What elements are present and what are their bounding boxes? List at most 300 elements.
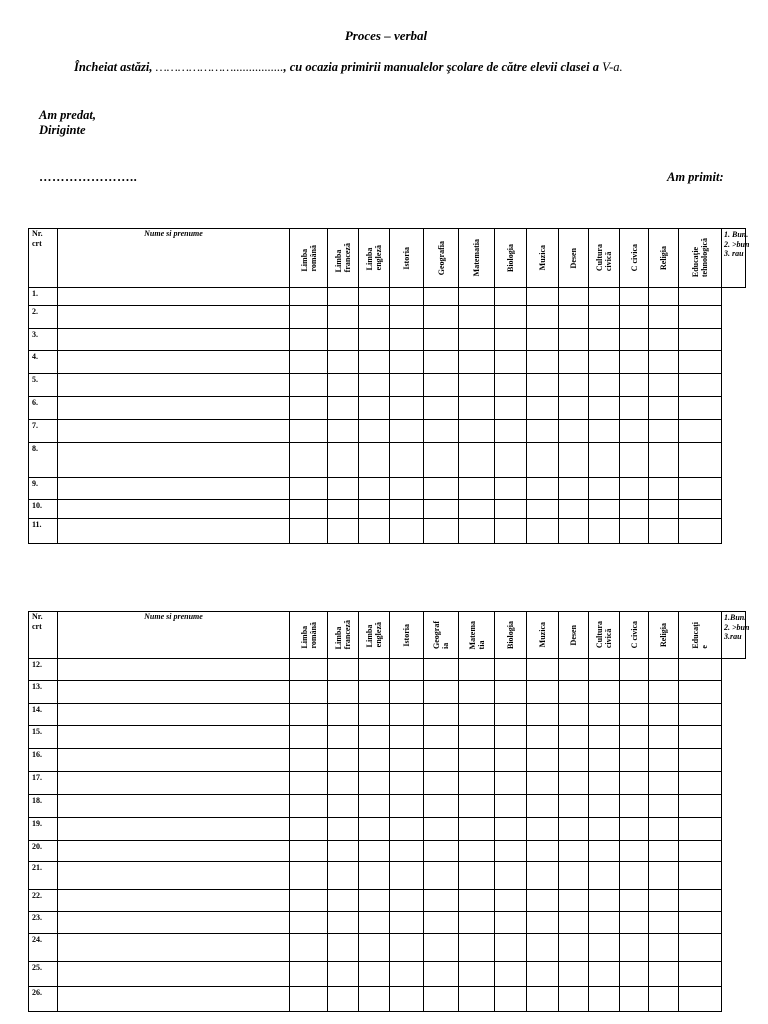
subject-cell[interactable] — [459, 934, 495, 962]
subject-cell[interactable] — [328, 934, 359, 962]
subject-cell[interactable] — [390, 795, 424, 818]
subject-cell[interactable] — [424, 962, 459, 987]
student-name-cell[interactable] — [58, 329, 290, 351]
subject-cell[interactable] — [649, 681, 679, 704]
student-name-cell[interactable] — [58, 818, 290, 841]
subject-cell[interactable] — [424, 841, 459, 862]
subject-cell[interactable] — [527, 704, 559, 726]
subject-cell[interactable] — [649, 818, 679, 841]
subject-cell[interactable] — [620, 443, 649, 478]
subject-cell[interactable] — [328, 397, 359, 420]
subject-cell[interactable] — [328, 374, 359, 397]
subject-cell[interactable] — [589, 726, 620, 749]
student-name-cell[interactable] — [58, 288, 290, 306]
subject-cell[interactable] — [459, 681, 495, 704]
subject-cell[interactable] — [359, 329, 390, 351]
subject-cell[interactable] — [459, 329, 495, 351]
subject-cell[interactable] — [620, 659, 649, 681]
subject-cell[interactable] — [527, 519, 559, 544]
subject-cell[interactable] — [328, 726, 359, 749]
subject-cell[interactable] — [589, 329, 620, 351]
subject-cell[interactable] — [328, 987, 359, 1012]
rating-cell[interactable] — [679, 749, 722, 772]
subject-cell[interactable] — [495, 890, 527, 912]
subject-cell[interactable] — [459, 987, 495, 1012]
subject-cell[interactable] — [495, 987, 527, 1012]
subject-cell[interactable] — [424, 987, 459, 1012]
subject-cell[interactable] — [495, 749, 527, 772]
subject-cell[interactable] — [559, 306, 589, 329]
subject-cell[interactable] — [290, 934, 328, 962]
subject-cell[interactable] — [649, 704, 679, 726]
subject-cell[interactable] — [290, 306, 328, 329]
rating-cell[interactable] — [679, 962, 722, 987]
subject-cell[interactable] — [559, 704, 589, 726]
subject-cell[interactable] — [527, 397, 559, 420]
subject-cell[interactable] — [589, 659, 620, 681]
subject-cell[interactable] — [559, 841, 589, 862]
subject-cell[interactable] — [495, 478, 527, 500]
subject-cell[interactable] — [620, 420, 649, 443]
subject-cell[interactable] — [328, 351, 359, 374]
subject-cell[interactable] — [459, 818, 495, 841]
subject-cell[interactable] — [559, 749, 589, 772]
rating-cell[interactable] — [679, 500, 722, 519]
subject-cell[interactable] — [589, 890, 620, 912]
rating-cell[interactable] — [679, 795, 722, 818]
subject-cell[interactable] — [359, 306, 390, 329]
subject-cell[interactable] — [359, 912, 390, 934]
student-name-cell[interactable] — [58, 962, 290, 987]
subject-cell[interactable] — [290, 288, 328, 306]
subject-cell[interactable] — [459, 862, 495, 890]
student-name-cell[interactable] — [58, 519, 290, 544]
subject-cell[interactable] — [495, 659, 527, 681]
subject-cell[interactable] — [649, 890, 679, 912]
subject-cell[interactable] — [495, 420, 527, 443]
subject-cell[interactable] — [328, 681, 359, 704]
subject-cell[interactable] — [459, 795, 495, 818]
subject-cell[interactable] — [424, 443, 459, 478]
subject-cell[interactable] — [589, 374, 620, 397]
subject-cell[interactable] — [620, 726, 649, 749]
subject-cell[interactable] — [589, 795, 620, 818]
subject-cell[interactable] — [620, 329, 649, 351]
subject-cell[interactable] — [390, 704, 424, 726]
subject-cell[interactable] — [390, 962, 424, 987]
rating-cell[interactable] — [679, 818, 722, 841]
subject-cell[interactable] — [424, 726, 459, 749]
subject-cell[interactable] — [620, 890, 649, 912]
subject-cell[interactable] — [559, 987, 589, 1012]
subject-cell[interactable] — [620, 478, 649, 500]
subject-cell[interactable] — [495, 912, 527, 934]
subject-cell[interactable] — [290, 841, 328, 862]
subject-cell[interactable] — [620, 934, 649, 962]
subject-cell[interactable] — [290, 519, 328, 544]
subject-cell[interactable] — [290, 659, 328, 681]
subject-cell[interactable] — [328, 704, 359, 726]
subject-cell[interactable] — [589, 987, 620, 1012]
subject-cell[interactable] — [559, 962, 589, 987]
subject-cell[interactable] — [390, 288, 424, 306]
subject-cell[interactable] — [424, 795, 459, 818]
subject-cell[interactable] — [359, 443, 390, 478]
subject-cell[interactable] — [424, 659, 459, 681]
subject-cell[interactable] — [589, 420, 620, 443]
subject-cell[interactable] — [527, 962, 559, 987]
subject-cell[interactable] — [359, 478, 390, 500]
subject-cell[interactable] — [649, 912, 679, 934]
subject-cell[interactable] — [620, 519, 649, 544]
subject-cell[interactable] — [328, 890, 359, 912]
subject-cell[interactable] — [495, 772, 527, 795]
student-name-cell[interactable] — [58, 795, 290, 818]
student-name-cell[interactable] — [58, 500, 290, 519]
subject-cell[interactable] — [559, 681, 589, 704]
subject-cell[interactable] — [359, 818, 390, 841]
subject-cell[interactable] — [620, 351, 649, 374]
subject-cell[interactable] — [328, 818, 359, 841]
student-name-cell[interactable] — [58, 478, 290, 500]
subject-cell[interactable] — [559, 818, 589, 841]
rating-cell[interactable] — [679, 397, 722, 420]
subject-cell[interactable] — [424, 500, 459, 519]
subject-cell[interactable] — [649, 420, 679, 443]
student-name-cell[interactable] — [58, 443, 290, 478]
subject-cell[interactable] — [390, 420, 424, 443]
student-name-cell[interactable] — [58, 704, 290, 726]
subject-cell[interactable] — [390, 329, 424, 351]
subject-cell[interactable] — [620, 795, 649, 818]
subject-cell[interactable] — [527, 443, 559, 478]
student-name-cell[interactable] — [58, 987, 290, 1012]
subject-cell[interactable] — [527, 987, 559, 1012]
subject-cell[interactable] — [649, 772, 679, 795]
subject-cell[interactable] — [459, 841, 495, 862]
subject-cell[interactable] — [495, 795, 527, 818]
rating-cell[interactable] — [679, 351, 722, 374]
subject-cell[interactable] — [459, 478, 495, 500]
subject-cell[interactable] — [328, 962, 359, 987]
subject-cell[interactable] — [390, 500, 424, 519]
subject-cell[interactable] — [527, 818, 559, 841]
subject-cell[interactable] — [589, 862, 620, 890]
rating-cell[interactable] — [679, 987, 722, 1012]
subject-cell[interactable] — [589, 288, 620, 306]
subject-cell[interactable] — [359, 681, 390, 704]
subject-cell[interactable] — [649, 288, 679, 306]
subject-cell[interactable] — [290, 912, 328, 934]
subject-cell[interactable] — [290, 500, 328, 519]
subject-cell[interactable] — [527, 749, 559, 772]
subject-cell[interactable] — [495, 962, 527, 987]
subject-cell[interactable] — [495, 397, 527, 420]
subject-cell[interactable] — [359, 519, 390, 544]
subject-cell[interactable] — [290, 749, 328, 772]
subject-cell[interactable] — [559, 351, 589, 374]
subject-cell[interactable] — [495, 726, 527, 749]
subject-cell[interactable] — [390, 374, 424, 397]
rating-cell[interactable] — [679, 420, 722, 443]
subject-cell[interactable] — [495, 443, 527, 478]
subject-cell[interactable] — [620, 962, 649, 987]
subject-cell[interactable] — [620, 306, 649, 329]
subject-cell[interactable] — [290, 890, 328, 912]
subject-cell[interactable] — [589, 443, 620, 478]
subject-cell[interactable] — [589, 351, 620, 374]
subject-cell[interactable] — [589, 306, 620, 329]
subject-cell[interactable] — [290, 704, 328, 726]
rating-cell[interactable] — [679, 726, 722, 749]
subject-cell[interactable] — [649, 397, 679, 420]
subject-cell[interactable] — [495, 934, 527, 962]
subject-cell[interactable] — [559, 329, 589, 351]
subject-cell[interactable] — [495, 818, 527, 841]
subject-cell[interactable] — [559, 397, 589, 420]
subject-cell[interactable] — [559, 772, 589, 795]
subject-cell[interactable] — [620, 912, 649, 934]
student-name-cell[interactable] — [58, 351, 290, 374]
subject-cell[interactable] — [359, 962, 390, 987]
subject-cell[interactable] — [390, 306, 424, 329]
subject-cell[interactable] — [559, 443, 589, 478]
subject-cell[interactable] — [527, 288, 559, 306]
subject-cell[interactable] — [559, 934, 589, 962]
subject-cell[interactable] — [424, 912, 459, 934]
subject-cell[interactable] — [649, 519, 679, 544]
subject-cell[interactable] — [328, 306, 359, 329]
student-name-cell[interactable] — [58, 912, 290, 934]
subject-cell[interactable] — [328, 749, 359, 772]
rating-cell[interactable] — [679, 862, 722, 890]
subject-cell[interactable] — [589, 478, 620, 500]
subject-cell[interactable] — [589, 772, 620, 795]
subject-cell[interactable] — [424, 478, 459, 500]
subject-cell[interactable] — [359, 934, 390, 962]
subject-cell[interactable] — [559, 862, 589, 890]
subject-cell[interactable] — [390, 519, 424, 544]
rating-cell[interactable] — [679, 478, 722, 500]
subject-cell[interactable] — [359, 795, 390, 818]
rating-cell[interactable] — [679, 704, 722, 726]
rating-cell[interactable] — [679, 841, 722, 862]
subject-cell[interactable] — [495, 841, 527, 862]
rating-cell[interactable] — [679, 374, 722, 397]
subject-cell[interactable] — [390, 841, 424, 862]
subject-cell[interactable] — [390, 818, 424, 841]
subject-cell[interactable] — [328, 795, 359, 818]
student-name-cell[interactable] — [58, 374, 290, 397]
subject-cell[interactable] — [559, 795, 589, 818]
subject-cell[interactable] — [620, 704, 649, 726]
subject-cell[interactable] — [620, 862, 649, 890]
subject-cell[interactable] — [424, 772, 459, 795]
subject-cell[interactable] — [527, 681, 559, 704]
subject-cell[interactable] — [649, 478, 679, 500]
subject-cell[interactable] — [390, 934, 424, 962]
subject-cell[interactable] — [328, 862, 359, 890]
subject-cell[interactable] — [649, 306, 679, 329]
subject-cell[interactable] — [459, 912, 495, 934]
student-name-cell[interactable] — [58, 726, 290, 749]
subject-cell[interactable] — [359, 726, 390, 749]
subject-cell[interactable] — [527, 500, 559, 519]
subject-cell[interactable] — [424, 890, 459, 912]
subject-cell[interactable] — [459, 772, 495, 795]
subject-cell[interactable] — [649, 351, 679, 374]
subject-cell[interactable] — [589, 818, 620, 841]
subject-cell[interactable] — [390, 351, 424, 374]
subject-cell[interactable] — [390, 397, 424, 420]
subject-cell[interactable] — [328, 772, 359, 795]
subject-cell[interactable] — [359, 288, 390, 306]
subject-cell[interactable] — [359, 841, 390, 862]
rating-cell[interactable] — [679, 772, 722, 795]
subject-cell[interactable] — [424, 397, 459, 420]
rating-cell[interactable] — [679, 329, 722, 351]
subject-cell[interactable] — [527, 420, 559, 443]
subject-cell[interactable] — [290, 818, 328, 841]
subject-cell[interactable] — [424, 704, 459, 726]
subject-cell[interactable] — [559, 890, 589, 912]
subject-cell[interactable] — [390, 987, 424, 1012]
student-name-cell[interactable] — [58, 397, 290, 420]
subject-cell[interactable] — [390, 749, 424, 772]
subject-cell[interactable] — [589, 912, 620, 934]
subject-cell[interactable] — [290, 329, 328, 351]
subject-cell[interactable] — [589, 934, 620, 962]
subject-cell[interactable] — [424, 306, 459, 329]
subject-cell[interactable] — [424, 818, 459, 841]
subject-cell[interactable] — [649, 987, 679, 1012]
subject-cell[interactable] — [359, 772, 390, 795]
subject-cell[interactable] — [559, 374, 589, 397]
subject-cell[interactable] — [424, 519, 459, 544]
subject-cell[interactable] — [527, 329, 559, 351]
subject-cell[interactable] — [495, 704, 527, 726]
subject-cell[interactable] — [359, 890, 390, 912]
subject-cell[interactable] — [459, 726, 495, 749]
rating-cell[interactable] — [679, 443, 722, 478]
rating-cell[interactable] — [679, 288, 722, 306]
subject-cell[interactable] — [290, 374, 328, 397]
subject-cell[interactable] — [390, 726, 424, 749]
rating-cell[interactable] — [679, 519, 722, 544]
subject-cell[interactable] — [459, 420, 495, 443]
student-name-cell[interactable] — [58, 306, 290, 329]
subject-cell[interactable] — [328, 500, 359, 519]
subject-cell[interactable] — [424, 934, 459, 962]
subject-cell[interactable] — [620, 500, 649, 519]
subject-cell[interactable] — [328, 841, 359, 862]
subject-cell[interactable] — [290, 420, 328, 443]
subject-cell[interactable] — [620, 374, 649, 397]
subject-cell[interactable] — [390, 912, 424, 934]
subject-cell[interactable] — [620, 818, 649, 841]
subject-cell[interactable] — [620, 987, 649, 1012]
subject-cell[interactable] — [359, 351, 390, 374]
subject-cell[interactable] — [527, 841, 559, 862]
subject-cell[interactable] — [390, 772, 424, 795]
subject-cell[interactable] — [527, 912, 559, 934]
subject-cell[interactable] — [424, 681, 459, 704]
subject-cell[interactable] — [328, 519, 359, 544]
subject-cell[interactable] — [527, 772, 559, 795]
subject-cell[interactable] — [527, 726, 559, 749]
subject-cell[interactable] — [459, 397, 495, 420]
rating-cell[interactable] — [679, 912, 722, 934]
subject-cell[interactable] — [495, 306, 527, 329]
student-name-cell[interactable] — [58, 890, 290, 912]
subject-cell[interactable] — [620, 288, 649, 306]
subject-cell[interactable] — [649, 726, 679, 749]
subject-cell[interactable] — [328, 420, 359, 443]
subject-cell[interactable] — [495, 351, 527, 374]
subject-cell[interactable] — [359, 500, 390, 519]
subject-cell[interactable] — [390, 443, 424, 478]
subject-cell[interactable] — [459, 288, 495, 306]
subject-cell[interactable] — [589, 841, 620, 862]
subject-cell[interactable] — [328, 329, 359, 351]
subject-cell[interactable] — [495, 862, 527, 890]
subject-cell[interactable] — [459, 443, 495, 478]
subject-cell[interactable] — [359, 420, 390, 443]
subject-cell[interactable] — [495, 500, 527, 519]
subject-cell[interactable] — [390, 659, 424, 681]
subject-cell[interactable] — [495, 288, 527, 306]
subject-cell[interactable] — [589, 749, 620, 772]
subject-cell[interactable] — [589, 500, 620, 519]
subject-cell[interactable] — [620, 749, 649, 772]
subject-cell[interactable] — [290, 478, 328, 500]
subject-cell[interactable] — [620, 841, 649, 862]
subject-cell[interactable] — [527, 795, 559, 818]
student-name-cell[interactable] — [58, 934, 290, 962]
subject-cell[interactable] — [359, 397, 390, 420]
subject-cell[interactable] — [649, 862, 679, 890]
subject-cell[interactable] — [495, 519, 527, 544]
subject-cell[interactable] — [459, 519, 495, 544]
rating-cell[interactable] — [679, 934, 722, 962]
subject-cell[interactable] — [424, 288, 459, 306]
subject-cell[interactable] — [559, 519, 589, 544]
subject-cell[interactable] — [359, 374, 390, 397]
subject-cell[interactable] — [649, 329, 679, 351]
subject-cell[interactable] — [649, 795, 679, 818]
subject-cell[interactable] — [424, 329, 459, 351]
subject-cell[interactable] — [359, 659, 390, 681]
rating-cell[interactable] — [679, 681, 722, 704]
subject-cell[interactable] — [459, 962, 495, 987]
subject-cell[interactable] — [424, 749, 459, 772]
subject-cell[interactable] — [620, 397, 649, 420]
subject-cell[interactable] — [390, 681, 424, 704]
student-name-cell[interactable] — [58, 841, 290, 862]
subject-cell[interactable] — [390, 890, 424, 912]
rating-cell[interactable] — [679, 306, 722, 329]
subject-cell[interactable] — [290, 351, 328, 374]
subject-cell[interactable] — [424, 374, 459, 397]
subject-cell[interactable] — [589, 681, 620, 704]
student-name-cell[interactable] — [58, 420, 290, 443]
subject-cell[interactable] — [589, 397, 620, 420]
subject-cell[interactable] — [559, 288, 589, 306]
subject-cell[interactable] — [495, 374, 527, 397]
subject-cell[interactable] — [359, 749, 390, 772]
subject-cell[interactable] — [527, 862, 559, 890]
subject-cell[interactable] — [290, 862, 328, 890]
